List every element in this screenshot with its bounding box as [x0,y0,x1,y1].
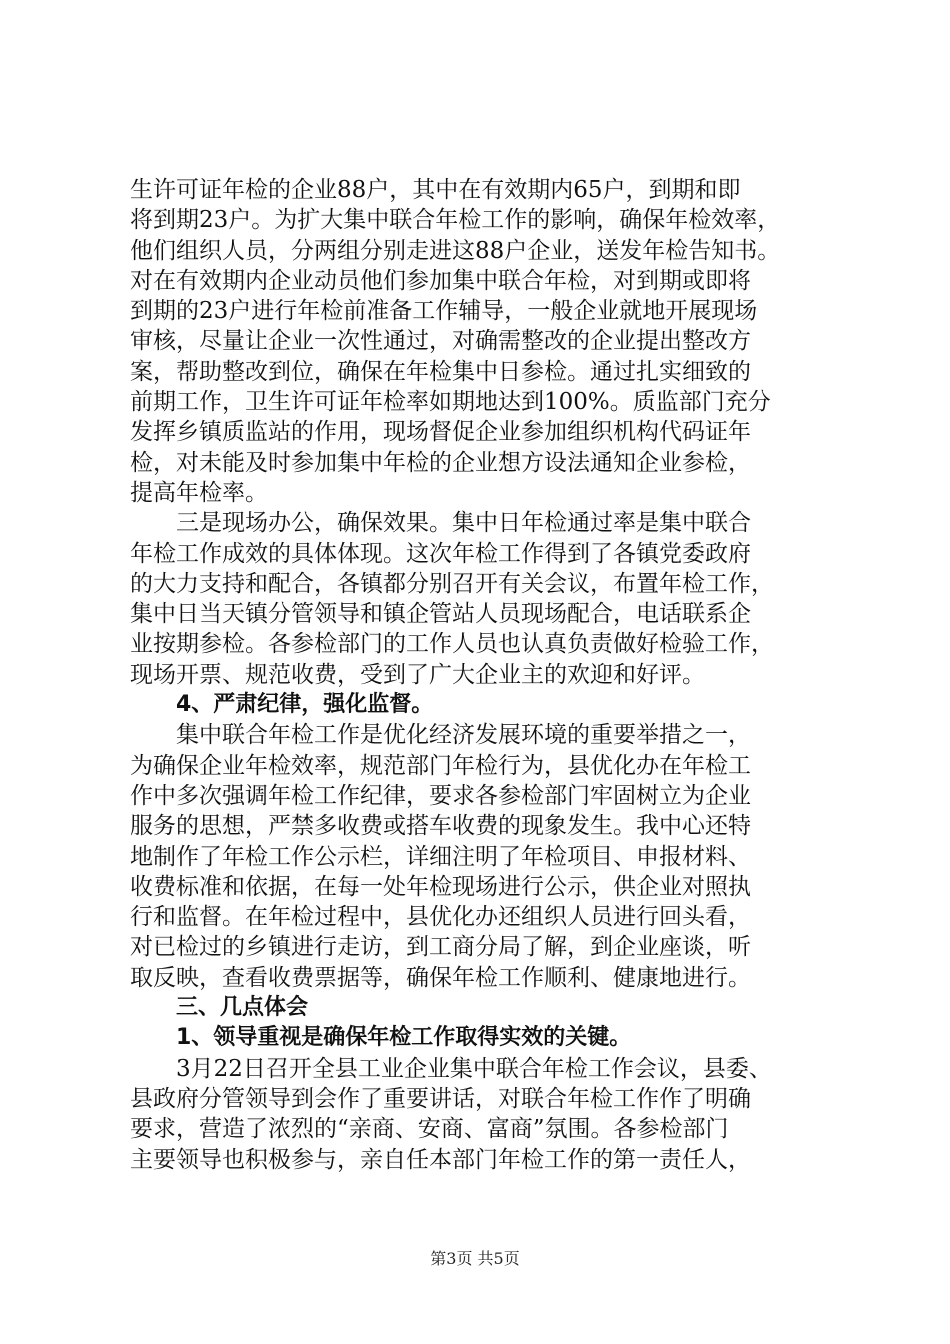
paragraph-start-line: 3月22日召开全县工业企业集中联合年检工作会议，县委、 [176,1055,772,1082]
body-line: 收费标准和依据，在每一处年检现场进行公示，供企业对照执 [130,873,751,900]
body-line: 生许可证年检的企业88户，其中在有效期内65户，到期和即 [130,177,741,203]
section-heading: 三、几点体会 [176,995,309,1021]
body-line: 地制作了年检工作公示栏，详细注明了年检项目、申报材料、 [130,843,751,870]
body-line: 作中多次强调年检工作纪律，要求各参检部门牢固树立为企业 [130,782,751,809]
document-body [130,175,830,1175]
body-line: 取反映，查看收费票据等，确保年检工作顺利、健康地进行。 [130,964,751,991]
body-line: 业按期参检。各参检部门的工作人员也认真负责做好检验工作， [130,631,774,658]
body-line: 对已检过的乡镇进行走访，到工商分局了解，到企业座谈，听 [130,934,751,961]
body-line: 案，帮助整改到位，确保在年检集中日参检。通过扎实细致的 [130,358,751,385]
subheading: 4、严肃纪律，强化监督。 [176,692,434,718]
body-line: 将到期23户。为扩大集中联合年检工作的影响，确保年检效率， [130,207,781,234]
paragraph-start-line: 集中联合年检工作是优化经济发展环境的重要举措之一， [176,722,751,749]
body-line: 到期的23户进行年检前准备工作辅导，一般企业就地开展现场 [130,298,758,325]
body-line: 提高年检率。 [130,479,268,506]
paragraph-start-line: 三是现场办公，确保效果。集中日年检通过率是集中联合 [176,510,751,537]
body-line: 对在有效期内企业动员他们参加集中联合年检，对到期或即将 [130,267,751,294]
body-line: 要求，营造了浓烈的“亲商、安商、富商”氛围。各参检部门 [130,1116,729,1143]
subheading: 1、领导重视是确保年检工作取得实效的关键。 [176,1025,632,1051]
body-line: 行和监督。在年检过程中，县优化办还组织人员进行回头看， [130,904,751,931]
body-line: 他们组织人员，分两组分别走进这88户企业，送发年检告知书。 [130,237,781,264]
body-line: 服务的思想，严禁多收费或搭车收费的现象发生。我中心还特 [130,813,751,840]
body-line: 年检工作成效的具体体现。这次年检工作得到了各镇党委政府 [130,540,751,567]
body-line: 前期工作，卫生许可证年检率如期地达到100%。质监部门充分 [130,389,771,416]
page-footer: 第3页 共5页 [430,1249,520,1268]
body-line: 现场开票、规范收费，受到了广大企业主的欢迎和好评。 [130,661,705,688]
body-line: 为确保企业年检效率，规范部门年检行为，县优化办在年检工 [130,752,751,779]
body-line: 主要领导也积极参与，亲自任本部门年检工作的第一责任人， [130,1146,751,1173]
body-line: 发挥乡镇质监站的作用，现场督促企业参加组织机构代码证年 [130,419,751,446]
body-line: 审核，尽量让企业一次性通过，对确需整改的企业提出整改方 [130,328,751,355]
body-line: 的大力支持和配合，各镇都分别召开有关会议，布置年检工作， [130,570,774,597]
body-line: 集中日当天镇分管领导和镇企管站人员现场配合，电话联系企 [130,601,751,628]
body-line: 检，对未能及时参加集中年检的企业想方设法通知企业参检， [130,449,751,476]
body-line: 县政府分管领导到会作了重要讲话，对联合年检工作作了明确 [130,1085,751,1112]
